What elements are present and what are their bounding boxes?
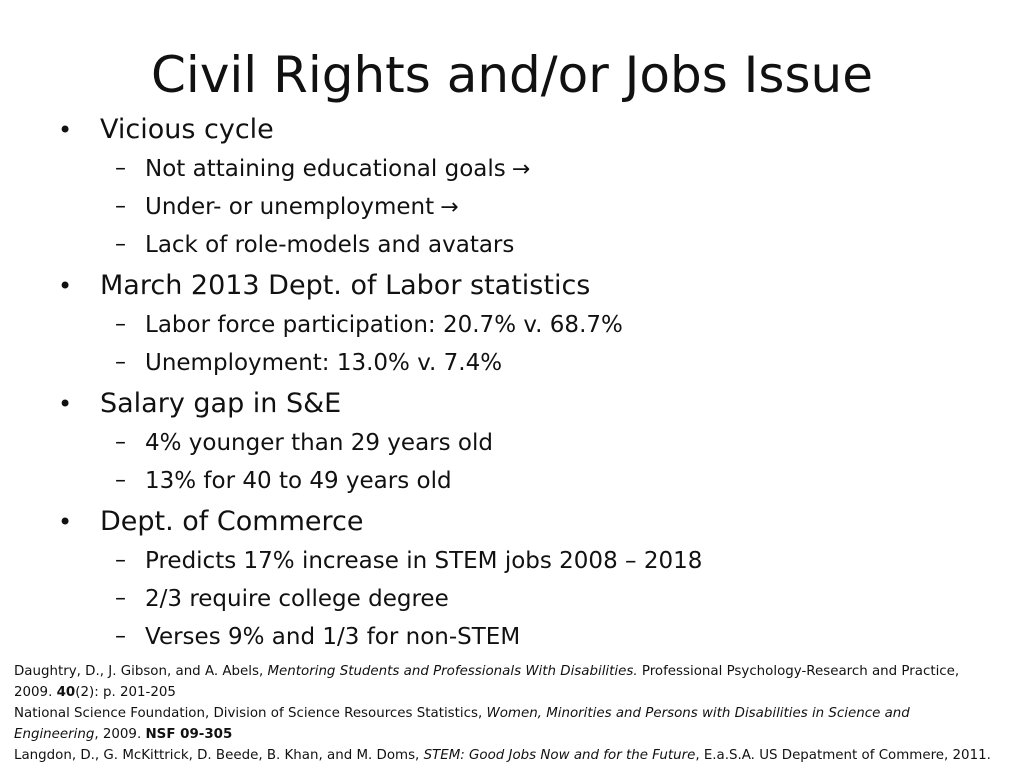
- dash-icon: –: [115, 312, 126, 337]
- bullet-icon: •: [58, 508, 73, 536]
- arrow-right-icon: →: [440, 195, 459, 220]
- bullet-text: Vicious cycle: [100, 114, 274, 145]
- arrow-right-icon: →: [511, 157, 531, 182]
- reference-line: [14, 682, 1014, 703]
- sub-bullet-item: [115, 309, 623, 341]
- ref-year: , 2009.: [94, 727, 146, 742]
- sub-bullet-text: 4% younger than 29 years old: [145, 430, 493, 456]
- bullet-text: Dept. of Commerce: [100, 506, 364, 537]
- ref-work-title: Mentoring Students and Professionals With Disabilities.: [267, 664, 638, 679]
- sub-bullet-item: [115, 427, 493, 459]
- ref-work-title: STEM: Good Jobs Now and for the Future: [423, 748, 696, 763]
- sub-bullet-text: 2/3 require college degree: [145, 586, 449, 612]
- sub-bullet-item: [115, 347, 503, 379]
- sub-bullet-item: [115, 545, 703, 577]
- sub-bullet-text: Under- or unemployment: [145, 194, 435, 220]
- ref-report-number: NSF 09-305: [145, 727, 233, 742]
- sub-bullet-text: Not attaining educational goals: [145, 156, 506, 182]
- reference-line: [14, 724, 1014, 745]
- bullet-item: [58, 386, 342, 422]
- dash-icon: –: [115, 586, 126, 611]
- bullet-item: [58, 504, 364, 540]
- sub-bullet-item: [115, 465, 452, 497]
- sub-bullet-text: Lack of role-models and avatars: [145, 232, 515, 258]
- sub-bullet-text: 13% for 40 to 49 years old: [145, 468, 452, 494]
- bullet-item: [58, 268, 591, 304]
- dash-icon: –: [115, 194, 126, 219]
- sub-bullet-text: Predicts 17% increase in STEM jobs 2008 – 2018: [145, 548, 703, 574]
- ref-publisher: , E.a.S.A. US Depatment of Commere, 2011.: [695, 748, 991, 763]
- dash-icon: –: [115, 624, 126, 649]
- reference-line: [14, 661, 1014, 682]
- reference-line: [14, 703, 1014, 724]
- ref-venue: Professional Psychology-Research and Practice,: [637, 664, 960, 679]
- ref-work-title: Engineering: [14, 727, 95, 742]
- slide-title: Civil Rights and/or Jobs Issue: [151, 46, 873, 104]
- sub-bullet-item: [115, 229, 515, 261]
- reference-line: [14, 745, 1014, 766]
- bullet-icon: •: [58, 390, 73, 418]
- references: [14, 661, 1014, 766]
- dash-icon: –: [115, 232, 126, 257]
- sub-bullet-text: Unemployment: 13.0% v. 7.4%: [145, 350, 503, 376]
- ref-work-title: Women, Minorities and Persons with Disabilities in Science and: [486, 706, 910, 721]
- dash-icon: –: [115, 156, 126, 181]
- sub-bullet-text: Verses 9% and 1/3 for non-STEM: [145, 624, 521, 650]
- dash-icon: –: [115, 548, 126, 573]
- bullet-text: March 2013 Dept. of Labor statistics: [100, 270, 591, 301]
- dash-icon: –: [115, 468, 126, 493]
- bullet-icon: •: [58, 272, 73, 300]
- dash-icon: –: [115, 350, 126, 375]
- ref-authors: National Science Foundation, Division of Science Resources Statistics,: [14, 706, 487, 721]
- ref-volume: 40: [56, 685, 76, 700]
- ref-year: 2009.: [14, 685, 57, 700]
- sub-bullet-item: [115, 583, 449, 615]
- dash-icon: –: [115, 430, 126, 455]
- bullet-text: Salary gap in S&E: [100, 388, 342, 419]
- ref-pages: (2): p. 201-205: [75, 685, 176, 700]
- bullet-item: [58, 112, 274, 148]
- bullet-icon: •: [58, 116, 73, 144]
- sub-bullet-text: Labor force participation: 20.7% v. 68.7%: [145, 312, 623, 338]
- ref-authors: Langdon, D., G. McKittrick, D. Beede, B. Khan, and M. Doms,: [14, 748, 424, 763]
- sub-bullet-item: [115, 153, 531, 186]
- ref-authors: Daughtry, D., J. Gibson, and A. Abels,: [14, 664, 268, 679]
- sub-bullet-item: [115, 191, 459, 224]
- sub-bullet-item: [115, 621, 521, 653]
